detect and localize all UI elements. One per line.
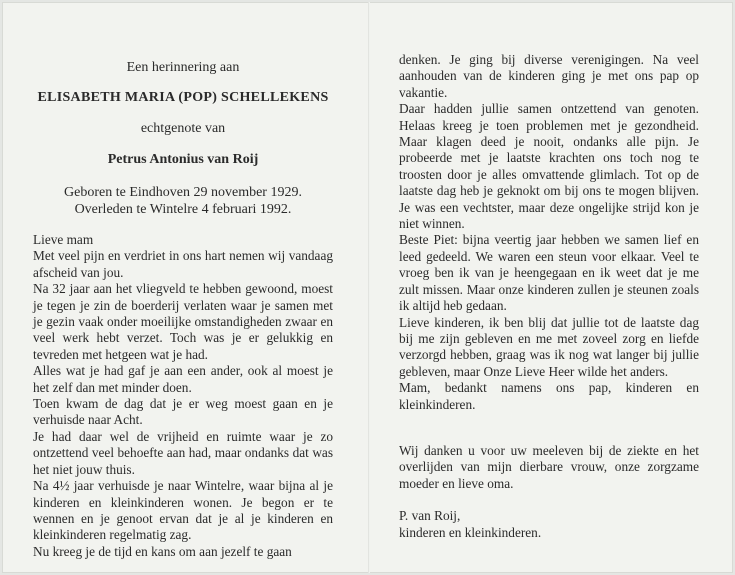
left-body-text bbox=[33, 232, 333, 560]
left-page bbox=[33, 59, 333, 560]
paragraph: denken. Je ging bij diverse verenigingen. Na veel aanhouden van de kinderen ging je met ons pap op vakantie. bbox=[399, 52, 699, 100]
signature-name: P. van Roij, bbox=[399, 508, 461, 524]
paragraph: Beste Piet: bijna veertig jaar hebben we samen lief en leed gedeeld. We waren een steun voor elkaar. Veel te vroeg ben ik van je heengegaan en ik weet dat je me zult missen. Maar onze kinderen zullen je steunen zoals ik altijd heb gedaan. bbox=[399, 232, 699, 314]
spouse-label: echtgenote van bbox=[140, 121, 226, 136]
paragraph: Alles wat je had gaf je aan een ander, ook al moest je het zelf dan met minder doen. bbox=[33, 363, 333, 395]
thanks-paragraph: Wij danken u voor uw meeleven bij de ziekte en het overlijden van mijn dierbare vrouw, onze zorgzame moeder en lieve oma. bbox=[399, 442, 699, 491]
paragraph: Je had daar wel de vrijheid en ruimte waar je zo ontzettend veel behoefte aan had, maar ondanks dat was het niet jouw thuis. bbox=[33, 428, 333, 477]
spouse-name: Petrus Antonius van Roij bbox=[107, 152, 259, 167]
paragraph: Met veel pijn en verdriet in ons hart nemen wij vandaag afscheid van jou. bbox=[33, 248, 333, 280]
intro-text: Een herinnering aan bbox=[126, 60, 240, 75]
paragraph: Lieve mam bbox=[33, 232, 94, 247]
paragraph: Na 32 jaar aan het vliegveld te hebben gewoond, moest je tegen je zin de boerderij verlaten waar je samen met je gezin vaak onder moeilijke omstandigheden zwaar en veel werk hebt verzet. Toch was je er gelukkig en tevreden met hetgeen wat je had. bbox=[33, 281, 333, 362]
paragraph: Na 4½ jaar verhuisde je naar Wintelre, waar bijna al je kinderen en kleinkinderen wonen. Je begon er te wennen en je genoot ervan dat je al je kinderen en kleinkinderen regelmatig zag. bbox=[33, 478, 333, 543]
paragraph: Toen kwam de dag dat je er weg moest gaan en je verhuisde naar Acht. bbox=[33, 396, 333, 428]
paragraph: Daar hadden jullie samen ontzettend van genoten. Helaas kreeg je toen problemen met je gezondheid. Maar klagen deed je nooit, ondanks alle pijn. Je probeerde met je laatste krachten ons toch nog te troosten door je alles omvattende glimlach. Tot op de laatste dag heb je geknokt om bij ons te mogen blijven. Je was een vechtster, maar deze ongelijke strijd kon je niet winnen. bbox=[399, 101, 699, 232]
paragraph: Nu kreeg je de tijd en kans om aan jezelf te gaan bbox=[33, 543, 292, 559]
memorial-card bbox=[2, 2, 733, 573]
paragraph: Lieve kinderen, ik ben blij dat jullie tot de laatste dag bij me zijn gebleven en me met zoveel zorg en liefde verzorgd hebben, graag was ik nog wat langer bij jullie gebleven, maar Onze Lieve Heer wilde het anders. bbox=[399, 314, 699, 379]
signature-family: kinderen en kleinkinderen. bbox=[399, 524, 542, 540]
death-line: Overleden te Wintelre 4 februari 1992. bbox=[74, 202, 292, 217]
right-page bbox=[399, 52, 699, 541]
paragraph: Mam, bedankt namens ons pap, kinderen en kleinkinderen. bbox=[399, 380, 699, 412]
deceased-name: ELISABETH MARIA (POP) SCHELLEKENS bbox=[37, 90, 329, 105]
birth-line: Geboren te Eindhoven 29 november 1929. bbox=[64, 185, 302, 200]
card-fold bbox=[368, 2, 370, 573]
life-dates bbox=[33, 184, 333, 218]
right-body-text bbox=[399, 52, 699, 541]
